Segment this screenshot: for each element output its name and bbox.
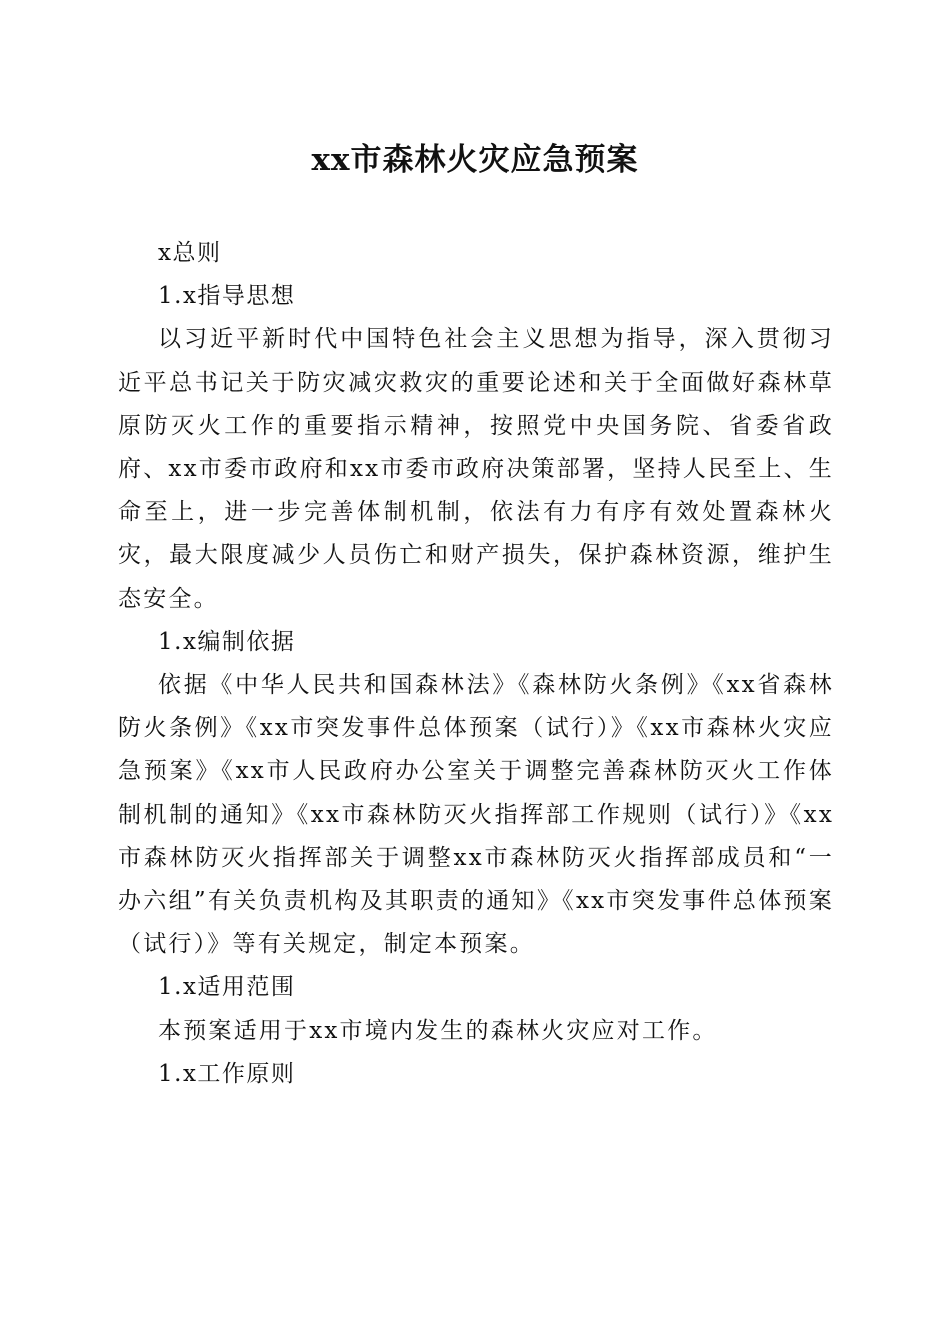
section-heading-basis: 1.x编制依据 [158, 628, 296, 655]
section-heading-guiding-thought: 1.x指导思想 [158, 283, 296, 310]
document-title: xx市森林火灾应急预案 [311, 142, 639, 178]
section-heading-principles: 1.x工作原则 [158, 1060, 296, 1087]
section-heading-scope: 1.x适用范围 [158, 974, 296, 1001]
paragraph-basis: 依据《中华人民共和国森林法》《森林防火条例》《xx省森林防火条例》《xx市突发事件总体预案（试行）》《xx市森林火灾应急预案》《xx市人民政府办公室关于调整完善森林防灭火工作体制机制的通知》《xx市森林防灭火指挥部工作规则（试行）》《xx市森林防灭火指挥部关于调整xx市森林防灭火指挥部成员和“一办六组”有关负责机构及其职责的通知》《xx市突发事件总体预案（试行）》等有关规定，制定本预案。 [118, 672, 834, 958]
section-heading-general: x总则 [158, 240, 222, 266]
paragraph-guiding-thought: 以习近平新时代中国特色社会主义思想为指导，深入贯彻习近平总书记关于防灾减灾救灾的重要论述和关于全面做好森林草原防灭火工作的重要指示精神，按照党中央国务院、省委省政府、xx市委市政府和xx市委市政府决策部署，坚持人民至上、生命至上，进一步完善体制机制，依法有力有序有效处置森林火灾，最大限度减少人员伤亡和财产损失，保护森林资源，维护生态安全。 [118, 326, 834, 612]
paragraph-scope: 本预案适用于xx市境内发生的森林火灾应对工作。 [158, 1017, 718, 1044]
document-body [118, 232, 834, 1096]
